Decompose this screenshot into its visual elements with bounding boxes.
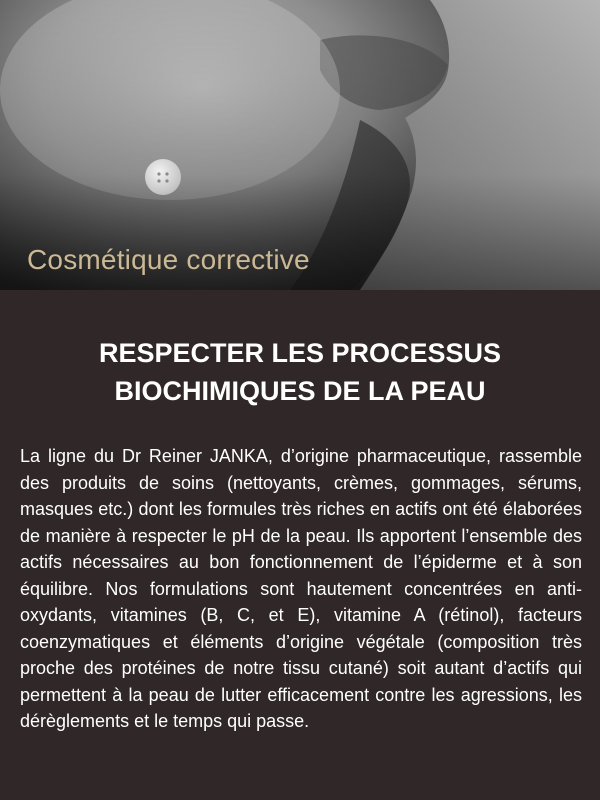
headline-line-2: BIOCHIMIQUES DE LA PEAU <box>114 376 486 406</box>
button-dot-icon <box>145 159 181 195</box>
hero-caption: Cosmétique corrective <box>27 244 310 275</box>
hero-banner <box>0 0 600 290</box>
article-headline <box>30 334 570 410</box>
headline-line-1: RESPECTER LES PROCESSUS <box>98 338 502 368</box>
article-content <box>0 290 600 800</box>
article-body: La ligne du Dr Reiner JANKA, d’origine pharmaceutique, rassemble des produits de soins (nettoyants, crèmes, gommages, sérums, masques etc.) dont les formules très riches en actifs ont été élaborées de manière à respecter le pH de la peau. Ils apportent l’ensemble des actifs nécessaires au bon fonctionnement de l’épiderme et à son équilibre. Nos formulations sont hautement concentrées en anti-oxydants, vitamines (B, C, et E), vitamine A (rétinol), facteurs coenzymatiques et éléments d’origine végétale (composition très proche des protéines de notre tissu cutané) soit autant d’actifs qui permettent à la peau de lutter efficacement contre les agressions, les dérèglements et le temps qui passe. <box>20 446 582 731</box>
